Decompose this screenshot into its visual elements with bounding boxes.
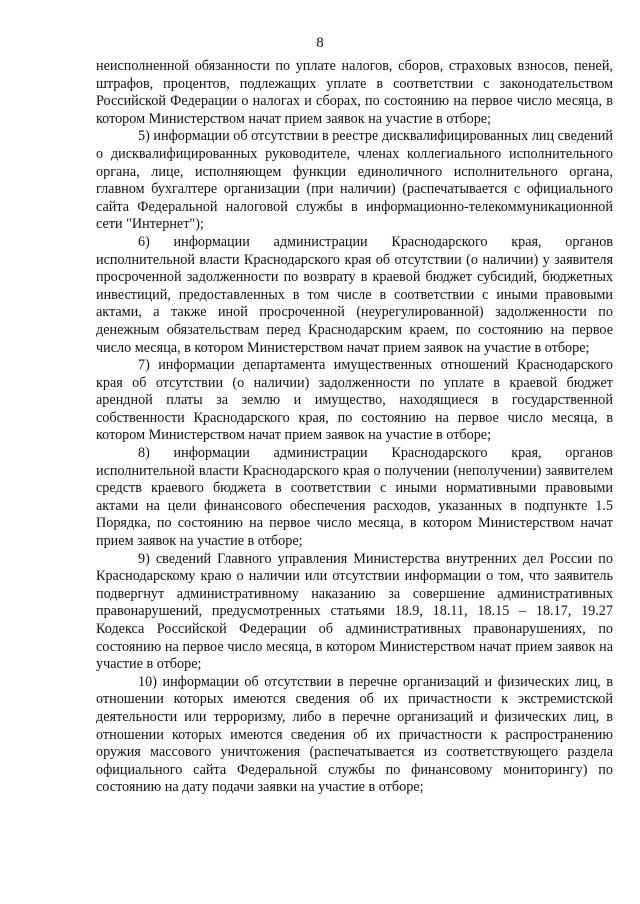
paragraph-item-9: 9) сведений Главного управления Министерства внутренних дел России по Краснодарскому краю о наличии или отсутствии информации о том, что заявитель подвергнут административному наказанию за совершение административных правонарушений, предусмотренных статьями 18.9, 18.11, 18.15 – 18.17, 19.27 Кодекса Российской Федерации об административных правонарушениях, по состоянию на первое число месяца, в котором Министерством начат прием заявок на участие в отборе; xyxy=(96,550,613,673)
paragraph-item-6: 6) информации администрации Краснодарского края, органов исполнительной власти Краснодарского края об отсутствии (о наличии) у заявителя просроченной задолженности по возврату в краевой бюджет субсидий, бюджетных инвестиций, предоставленных в том числе в соответствии с иными правовыми актами, а также иной просроченной (неурегулированной) задолженности по денежным обязательствам перед Краснодарским краем, по состоянию на первое число месяца, в котором Министерством начат прием заявок на участие в отборе; xyxy=(96,233,613,356)
page-number: 8 xyxy=(316,35,324,51)
paragraph-item-5: 5) информации об отсутствии в реестре дисквалифицированных лиц сведений о дисквалифицированных руководителе, членах коллегиального исполнительного органа, лице, исполняющем функции единоличного исполнительного органа, главном бухгалтере организации (при наличии) (распечатывается с официального сайта Федеральной налоговой службы в информационно-телекоммуникационной сети "Интернет"); xyxy=(96,128,613,233)
document-body xyxy=(96,58,613,797)
paragraph-item-10: 10) информации об отсутствии в перечне организаций и физических лиц, в отношении которых имеются сведения об их причастности к экстремистской деятельности или терроризму, либо в перечне организаций и физических лиц, в отношении которых имеются сведения об их причастности к распространению оружия массового уничтожения (распечатывается из соответствующего раздела официального сайта Федеральной службы по финансовому мониторингу) по состоянию на дату подачи заявки на участие в отборе; xyxy=(96,673,613,796)
paragraph-item-7: 7) информации департамента имущественных отношений Краснодарского края об отсутствии (о наличии) задолженности по уплате в краевой бюджет арендной платы за землю и имущество, находящиеся в государственной собственности Краснодарского края, по состоянию на первое число месяца, в котором Министерством начат прием заявок на участие в отборе; xyxy=(96,357,613,444)
paragraph-continuation: неисполненной обязанности по уплате налогов, сборов, страховых взносов, пеней, штрафов, процентов, подлежащих уплате в соответствии с законодательством Российской Федерации о налогах и сборах, по состоянию на первое число месяца, в котором Министерством начат прием заявок на участие в отборе; xyxy=(96,58,613,127)
paragraph-item-8: 8) информации администрации Краснодарского края, органов исполнительной власти Краснодарского края о получении (неполучении) заявителем средств краевого бюджета в соответствии с иными нормативными правовыми актами на цели финансового обеспечения расходов, указанных в подпункте 1.5 Порядка, по состоянию на первое число месяца, в котором Министерством начат прием заявок на участие в отборе; xyxy=(96,445,613,550)
